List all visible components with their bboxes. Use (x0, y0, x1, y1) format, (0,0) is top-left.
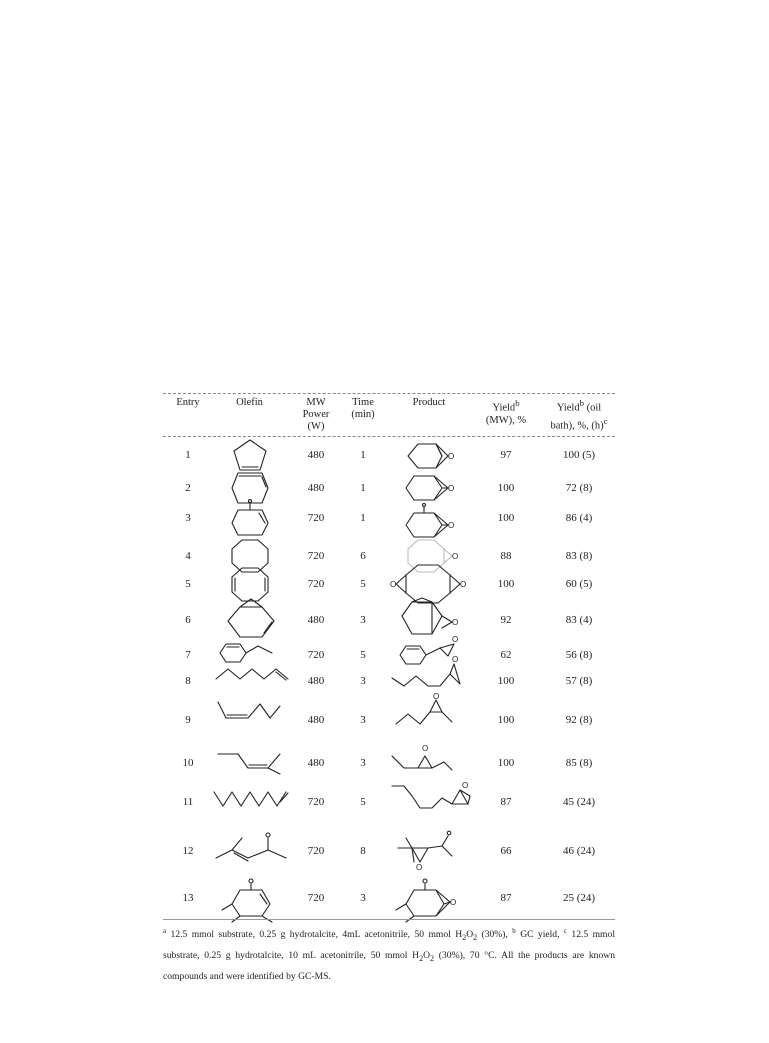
cell-entry: 8 (185, 675, 191, 687)
cell-yield-oil: 57 (8) (565, 675, 593, 687)
cell-entry: 6 (185, 614, 191, 626)
table-top-rule (163, 393, 615, 394)
olefin-structure-1 (228, 437, 272, 473)
product-structure-3 (402, 501, 462, 539)
header-yield-mw: Yield$^b$ (MW), % (485, 398, 527, 426)
olefin-structure-6 (222, 599, 278, 641)
cell-yield-oil: 85 (8) (565, 757, 593, 769)
product-structure-9 (394, 694, 476, 732)
cell-power: 480 (307, 482, 325, 494)
cell-entry: 12 (182, 845, 194, 857)
cell-yield-oil: 86 (4) (565, 512, 593, 524)
cell-yield-mw: 92 (500, 614, 512, 626)
cell-time: 3 (360, 757, 366, 769)
cell-yield-oil: 83 (4) (565, 614, 593, 626)
cell-yield-mw: 87 (500, 892, 512, 904)
cell-time: 3 (360, 714, 366, 726)
cell-power: 480 (307, 757, 325, 769)
svg-text:O: O (448, 521, 455, 530)
svg-text:O: O (448, 484, 455, 493)
olefin-structure-13 (220, 876, 282, 922)
cell-time: 1 (360, 512, 366, 524)
cell-time: 8 (360, 845, 366, 857)
header-olefin: Olefin (236, 397, 263, 408)
olefin-structure-12 (212, 830, 294, 864)
svg-text:O: O (416, 863, 423, 872)
cell-time: 1 (360, 449, 366, 461)
cell-yield-mw: 100 (497, 757, 515, 769)
cell-yield-oil: 56 (8) (565, 649, 593, 661)
svg-text:O: O (452, 635, 459, 644)
cell-yield-oil: 92 (8) (565, 714, 593, 726)
svg-text:O: O (452, 618, 459, 627)
cell-yield-oil: 100 (5) (562, 449, 596, 461)
cell-time: 6 (360, 550, 366, 562)
cell-yield-mw: 100 (497, 482, 515, 494)
svg-text:O: O (460, 580, 467, 589)
cell-yield-mw: 100 (497, 714, 515, 726)
header-yield-oil: Yield$^b$ (oil bath), %, $(h)^c$ (550, 398, 608, 431)
cell-time: 5 (360, 578, 366, 590)
cell-yield-mw: 87 (500, 796, 512, 808)
header-product: Product (412, 397, 446, 408)
cell-yield-mw: 66 (500, 845, 512, 857)
cell-entry: 3 (185, 512, 191, 524)
product-structure-2 (402, 472, 462, 504)
cell-time: 1 (360, 482, 366, 494)
cell-power: 720 (307, 892, 325, 904)
cell-entry: 9 (185, 714, 191, 726)
olefin-structure-9 (214, 700, 282, 722)
cell-time: 5 (360, 649, 366, 661)
header-mw-power: MW Power (W) (302, 397, 330, 432)
cell-yield-mw: 100 (497, 512, 515, 524)
cell-yield-oil: 83 (8) (565, 550, 593, 562)
product-structure-6 (398, 598, 468, 640)
cell-power: 480 (307, 714, 325, 726)
svg-text:O: O (422, 744, 429, 753)
cell-yield-mw: 88 (500, 550, 512, 562)
cell-entry: 2 (185, 482, 191, 494)
cell-yield-oil: 46 (24) (562, 845, 596, 857)
svg-text:O: O (433, 692, 440, 701)
svg-text:O: O (450, 898, 457, 907)
olefin-structure-3 (228, 497, 272, 537)
cell-entry: 11 (182, 796, 194, 808)
cell-power: 720 (307, 512, 325, 524)
product-structure-11 (390, 780, 480, 820)
olefin-structure-11 (212, 786, 292, 810)
svg-text:O: O (390, 580, 397, 589)
svg-text:O: O (448, 452, 455, 461)
cell-entry: 10 (182, 757, 194, 769)
cell-entry: 5 (185, 578, 191, 590)
cell-yield-oil: 25 (24) (562, 892, 596, 904)
cell-power: 720 (307, 845, 325, 857)
table-footnote: $^a$ 12.5 mmol substrate, 0.25 g hydrotalcite, 4mL acetonitrile, 50 mmol $H_2O_2$ (30%), $^b$ GC yield, $^c$ 12.5 mmol substrate, 0.25 g hydrotalcite, 10 mL acetonitrile, 50 mmol $H_2O_2$ (30%), 70 °C. All the products are known compounds and were identified by GC-MS. (163, 927, 615, 982)
header-time: Time (min) (351, 397, 375, 420)
cell-time: 3 (360, 675, 366, 687)
cell-entry: 13 (182, 892, 194, 904)
cell-time: 5 (360, 796, 366, 808)
cell-power: 720 (307, 649, 325, 661)
cell-entry: 4 (185, 550, 191, 562)
cell-power: 480 (307, 675, 325, 687)
product-structure-13 (394, 876, 464, 922)
cell-entry: 1 (185, 449, 191, 461)
cell-yield-oil: 72 (8) (565, 482, 593, 494)
svg-text:O: O (452, 655, 459, 664)
cell-power: 480 (307, 449, 325, 461)
product-structure-10 (390, 740, 480, 774)
cell-yield-oil: 45 (24) (562, 796, 596, 808)
table-bottom-rule (163, 919, 615, 920)
svg-text:O: O (452, 552, 459, 561)
product-structure-12 (396, 826, 468, 870)
cell-power: 480 (307, 614, 325, 626)
cell-yield-mw: 62 (500, 649, 512, 661)
cell-power: 720 (307, 578, 325, 590)
cell-power: 720 (307, 796, 325, 808)
cell-yield-oil: 60 (5) (565, 578, 593, 590)
product-structure-1 (402, 440, 462, 472)
header-entry: Entry (176, 397, 200, 408)
product-structure-8 (390, 656, 470, 692)
cell-yield-mw: 97 (500, 449, 512, 461)
cell-yield-mw: 100 (497, 675, 515, 687)
olefin-structure-8 (214, 663, 290, 683)
cell-entry: 7 (185, 649, 191, 661)
cell-power: 720 (307, 550, 325, 562)
cell-time: 3 (360, 614, 366, 626)
cell-time: 3 (360, 892, 366, 904)
olefin-structure-10 (214, 748, 284, 774)
cell-yield-mw: 100 (497, 578, 515, 590)
svg-text:O: O (462, 781, 469, 790)
